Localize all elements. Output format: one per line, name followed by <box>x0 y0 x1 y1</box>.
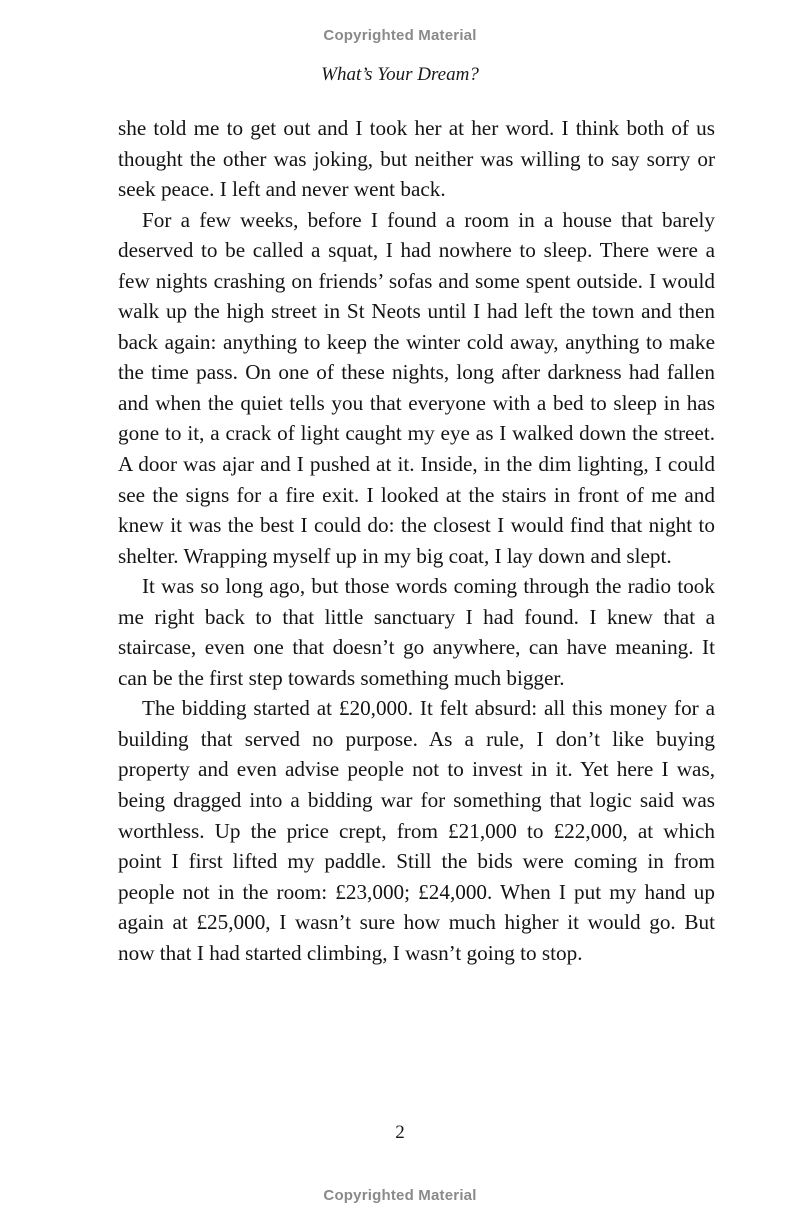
paragraph-3: It was so long ago, but those words coming through the radio took me right back to that little sanctuary I had found. I knew that a staircase, even one that doesn’t go anywhere, can have meaning. It can be the first step towards something much bigger. <box>118 574 715 690</box>
copyright-watermark-top: Copyrighted Material <box>323 27 477 44</box>
paragraph-2: For a few weeks, before I found a room in a house that barely deserved to be called a squat, I had nowhere to sleep. There were a few nights crashing on friends’ sofas and some spent outside. I would walk up the high street in St Neots until I had left the town and then back again: anything to keep the winter cold away, anything to make the time pass. On one of these nights, long after darkness had fallen and when the quiet tells you that everyone with a bed to sleep in has gone to it, a crack of light caught my eye as I walked down the street. A door was ajar and I pushed at it. Inside, in the dim lighting, I could see the signs for a fire exit. I looked at the stairs in front of me and knew it was the best I could do: the closest I would find that night to shelter. Wrapping myself up in my big coat, I lay down and slept. <box>118 207 715 568</box>
paragraph-4: The bidding started at £20,000. It felt absurd: all this money for a building that served no purpose. As a rule, I don’t like buying property and even advise people not to invest in it. Yet here I was, being dragged into a bidding war for something that logic said was worthless. Up the price crept, from £21,000 to £22,000, at which point I first lifted my paddle. Still the bids were coming in from people not in the room: £23,000; £24,000. When I put my hand up again at £25,000, I wasn’t sure how much higher it would go. But now that I had started climbing, I wasn’t going to stop. <box>118 696 715 965</box>
page-number: 2 <box>395 1122 405 1143</box>
paragraph-1: she told me to get out and I took her at her word. I think both of us thought the other was joking, but neither was willing to say sorry or seek peace. I left and never went back. <box>118 116 715 202</box>
body-text <box>118 113 715 968</box>
copyright-watermark-bottom: Copyrighted Material <box>323 1187 477 1204</box>
running-head: What’s Your Dream? <box>321 64 479 85</box>
